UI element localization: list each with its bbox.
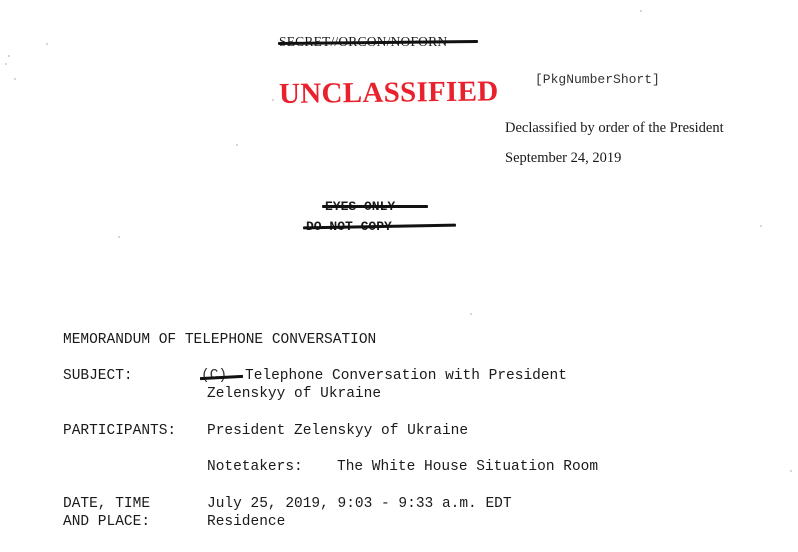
subject-line-2: Zelenskyy of Ukraine <box>207 386 382 402</box>
notetakers-label: Notetakers: <box>207 459 303 475</box>
scan-speck <box>470 313 472 315</box>
notetakers-value: The White House Situation Room <box>337 459 599 475</box>
date-label-line-1: DATE, TIME <box>63 496 151 512</box>
declassification-date: September 24, 2019 <box>505 150 622 166</box>
scan-speck <box>272 99 274 101</box>
date-value-line-1: July 25, 2019, 9:03 - 9:33 a.m. EDT <box>207 496 512 512</box>
unclassified-stamp: UNCLASSIFIED <box>278 75 499 110</box>
date-value-line-2: Residence <box>207 514 286 530</box>
declassification-note: Declassified by order of the President <box>505 120 724 136</box>
scan-speck <box>46 43 48 45</box>
package-number: [PkgNumberShort] <box>535 72 660 87</box>
scan-speck <box>14 78 16 80</box>
scan-speck <box>790 470 792 472</box>
scan-speck <box>760 225 762 227</box>
participants-label: PARTICIPANTS: <box>63 423 177 439</box>
scan-speck <box>236 144 238 146</box>
participants-value: President Zelenskyy of Ukraine <box>207 423 469 439</box>
scan-speck <box>640 10 642 12</box>
scan-speck <box>118 236 120 238</box>
date-label-line-2: AND PLACE: <box>63 514 151 530</box>
scan-speck <box>8 55 10 57</box>
memo-title: MEMORANDUM OF TELEPHONE CONVERSATION <box>63 332 377 348</box>
subject-line-1: Telephone Conversation with President <box>245 368 567 384</box>
eyes-only-strikethrough <box>322 205 428 208</box>
subject-label: SUBJECT: <box>63 368 133 384</box>
scan-speck <box>5 63 7 65</box>
